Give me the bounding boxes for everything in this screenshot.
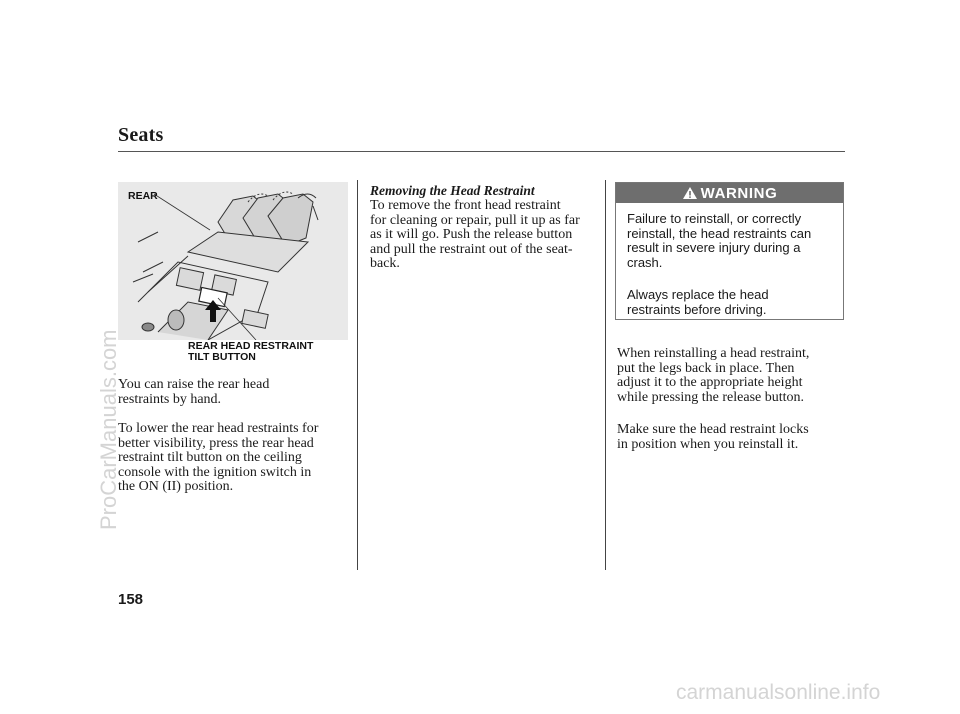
figure-label-rear: REAR — [128, 190, 158, 202]
watermark-left: ProCarManuals.com — [96, 329, 121, 530]
warning-text-2: Always replace the head restraints before driving. — [627, 287, 769, 317]
lock-position-paragraph: Make sure the head restraint locks in position when you reinstall it. — [617, 422, 809, 452]
ceiling-console-illustration — [118, 182, 348, 340]
seat-illustration — [118, 182, 348, 340]
lower-restraints-paragraph: To lower the rear head restraints for better visibility, press the rear head restraint tilt button on the ceiling console with the ignition switch in the ON (II) position. — [118, 421, 319, 495]
watermark-bottom: carmanualsonline.info — [676, 681, 881, 704]
page-number: 158 — [118, 591, 144, 608]
figure-label-tilt-button: REAR HEAD RESTRAINT TILT BUTTON — [188, 340, 314, 363]
column-divider-1 — [357, 180, 358, 570]
column-divider-2 — [605, 180, 606, 570]
warning-text-1: Failure to reinstall, or correctly reinstall, the head restraints can result in severe injury during a crash. — [627, 211, 812, 270]
warning-title: WARNING — [700, 184, 778, 202]
header-divider — [118, 151, 845, 152]
remove-restraint-paragraph: To remove the front head restraint for cleaning or repair, pull it up as far as it will go. Push the release button and pull the restraint out of the seat- back. — [370, 198, 580, 272]
warning-triangle-icon — [682, 186, 698, 200]
raise-restraints-paragraph: You can raise the rear head restraints by hand. — [118, 377, 270, 407]
removing-head-restraint-heading: Removing the Head Restraint — [370, 183, 535, 198]
warning-header — [616, 183, 843, 203]
section-title: Seats — [118, 124, 164, 146]
reinstall-paragraph: When reinstalling a head restraint, put the legs back in place. Then adjust it to the appropriate height while pressing the release button. — [617, 346, 810, 405]
